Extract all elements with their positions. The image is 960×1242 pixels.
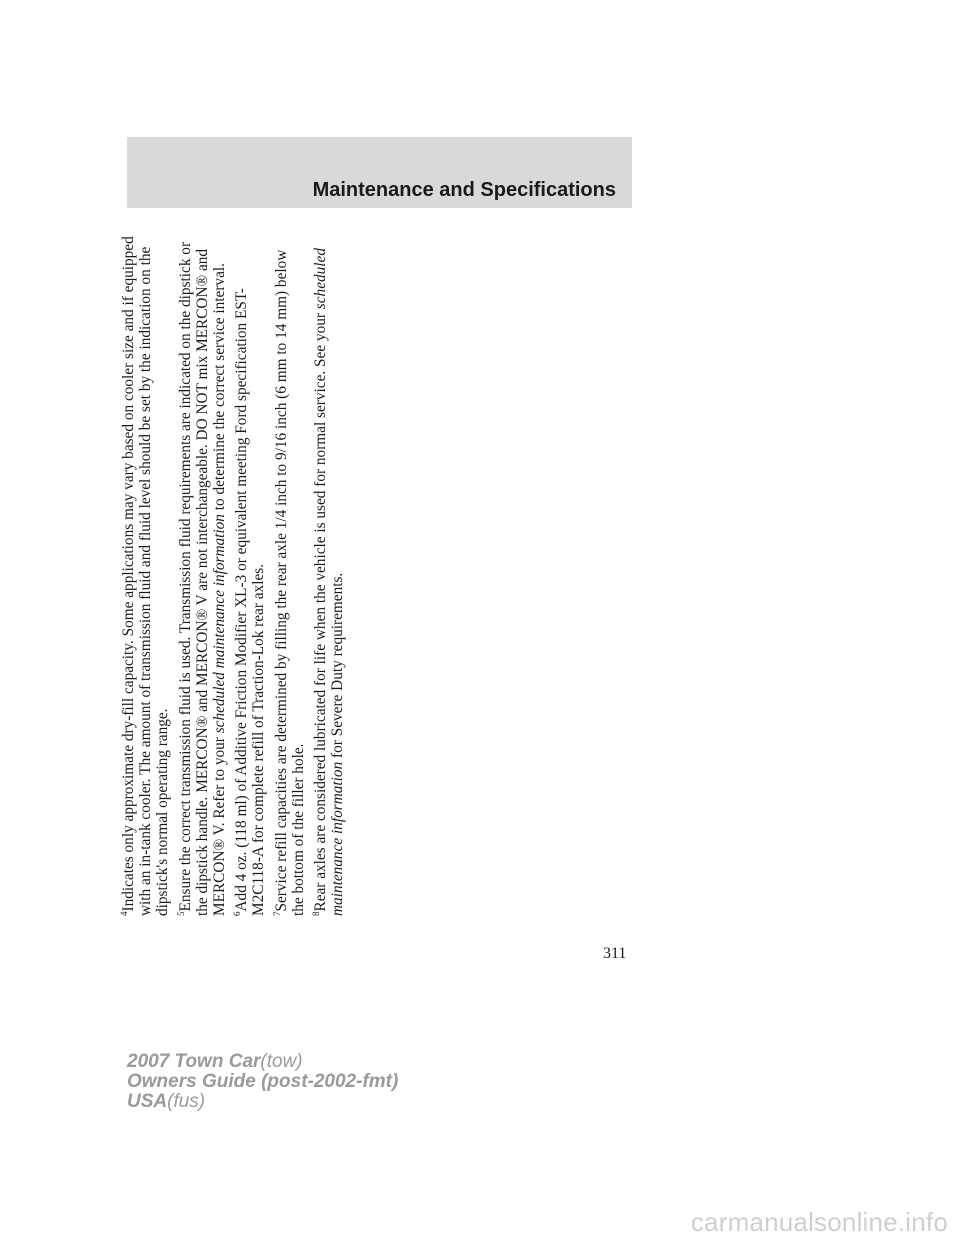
footnote-marker: 4: [118, 911, 129, 916]
section-header-band: [127, 137, 632, 208]
rotated-notes-area: [120, 230, 380, 920]
footnote-5: [177, 230, 229, 916]
footer-guide-title: Owners Guide (post-2002-fmt): [127, 1071, 399, 1092]
footnote-text-tail: to determine the correct service interval.: [211, 263, 229, 515]
footer-market-code: (fus): [167, 1091, 206, 1112]
footnote-italic-reference: scheduled maintenance information: [312, 248, 347, 916]
section-title: Maintenance and Specifications: [312, 179, 616, 201]
footnote-marker: 8: [310, 911, 321, 916]
footnote-marker: 5: [175, 911, 186, 916]
footnote-7: [273, 230, 307, 916]
footnote-text: Ensure the correct transmission fluid is used. Transmission fluid requirements are indicated on the dipstick or the dipstick handle. MERCON® and MERCON® V are not interchangeable. DO NOT mix MERCON® and MERCON® V. Refer to your: [176, 241, 229, 916]
page-number: 311: [603, 945, 627, 962]
footnote-text-tail: for Severe Duty requirements.: [329, 572, 347, 762]
footnote-italic-reference: scheduled maintenance information: [211, 514, 229, 734]
footnote-text: Add 4 oz. (118 ml) of Additive Friction Modifier XL-3 or equivalent meeting Ford specification EST-M2C118-A for complete refill of Traction-Lok rear axles.: [233, 288, 268, 916]
footer-line-1: [127, 1052, 398, 1072]
footnote-text: Rear axles are considered lubricated for life when the vehicle is used for normal service. See your: [312, 309, 330, 912]
footer-line-3: [127, 1092, 398, 1112]
footer-line-2: [127, 1072, 398, 1092]
footer-model: 2007 Town Car: [127, 1051, 261, 1072]
footnote-4: [120, 230, 172, 916]
footnote-text: Indicates only approximate dry-fill capacity. Some applications may vary based on cooler size and if equipped with an in-tank cooler. The amount of transmission fluid and fluid level should be set by the indication on the dipstick's normal operating range.: [120, 236, 172, 916]
footnotes-block: [120, 230, 380, 920]
document-footer: [127, 1052, 398, 1112]
footnote-6: [233, 230, 267, 916]
footnote-marker: 7: [271, 911, 282, 916]
footnote-text: Service refill capacities are determined by filling the rear axle 1/4 inch to 9/16 inch (6 mm to 14 mm) below the bottom of the filler hole.: [272, 249, 307, 916]
watermark: carmanualsonline.info: [690, 1207, 948, 1237]
footer-model-code: (tow): [260, 1051, 303, 1072]
footer-market: USA: [127, 1091, 168, 1112]
footnote-marker: 6: [232, 911, 243, 916]
footnote-8: [312, 230, 346, 916]
